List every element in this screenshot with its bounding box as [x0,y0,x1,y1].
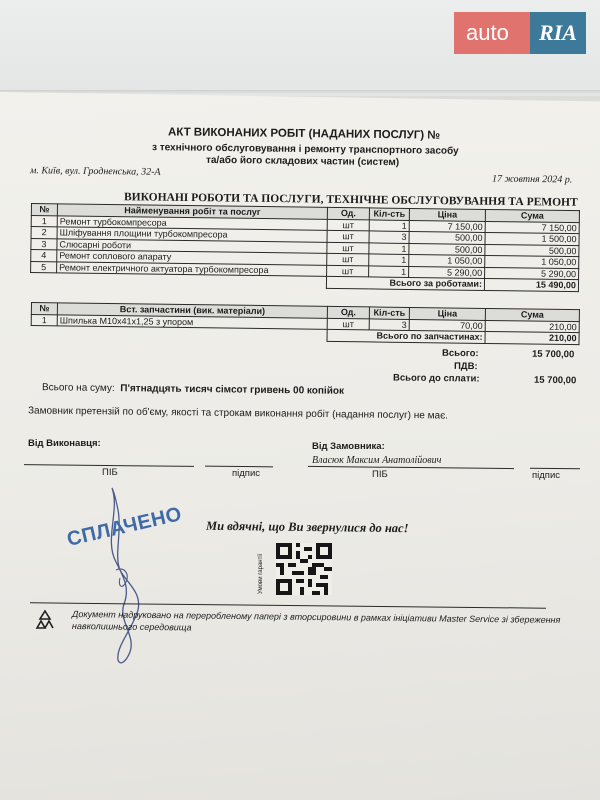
row-number: 5 [31,261,57,273]
total-all-label: Всього: [441,347,479,360]
row-price: 1 050,00 [409,254,485,266]
executor-label: Від Виконавця: [28,438,101,449]
recycle-icon [33,608,57,632]
row-price: 500,00 [409,243,485,255]
total-pay-value: 15 700,00 [533,374,577,387]
row-unit: шт [327,219,369,231]
row-sum: 1 500,00 [485,232,579,245]
row-unit: шт [327,265,369,277]
address: м. Київ, вул. Гродненська, 32-А [29,165,161,178]
row-number: 1 [31,215,57,227]
row-unit: шт [327,242,369,254]
executor-pib-caption: ПІБ [102,467,118,478]
col-sum: Сума [485,308,579,321]
row-qty: 1 [369,219,409,231]
row-qty: 1 [369,242,409,254]
col-name: Вст. запчастини (вик. матеріали) [57,303,327,318]
qr-caption: Умови гарантії [258,553,264,594]
document-date: 17 жовтня 2024 р. [491,173,573,186]
col-number: № [31,303,57,315]
row-unit: шт [327,318,369,330]
row-name: Шпилька М10х41х1,25 з упором [57,314,327,329]
col-name: Найменування робіт та послуг [57,204,327,219]
row-number: 1 [31,314,57,326]
works-total-value: 15 490,00 [484,278,578,291]
row-qty: 3 [369,231,409,243]
customer-pib-caption: ПІБ [372,469,388,480]
row-price: 500,00 [409,231,485,243]
row-sum: 210,00 [485,320,579,333]
row-sum: 1 050,00 [485,255,579,268]
row-number: 3 [31,238,57,250]
total-pay-label: Всього до сплати: [392,372,480,385]
customer-name-line [308,466,514,469]
row-unit: шт [327,230,369,242]
row-qty: 1 [369,265,409,277]
document-subtitle-1: з технічного обслуговування і ремонту транспортного засобу [151,142,459,157]
col-price: Ціна [409,307,485,319]
handwritten-signature [90,470,180,670]
row-sum: 7 150,00 [485,221,579,234]
vat-label: ПДВ: [453,360,478,373]
sum-in-words [42,382,344,397]
col-unit: Од. [327,306,369,318]
footer-note: Документ надруковано на переробленому папері з вторсировини в рамках ініціативи Master Service зі збереження навколишнього середовища [71,609,561,633]
works-table [30,203,580,292]
col-price: Ціна [409,208,485,220]
row-name: Слюсарні роботи [57,238,327,253]
works-total-label: Всього за роботами: [326,276,484,290]
customer-label: Від Замовника: [312,441,385,452]
claims-statement: Замовник претензій по об'єму, якості та строкам виконання робіт (надання послуг) не має. [27,405,449,422]
total-all-value: 15 700,00 [531,348,575,361]
row-unit: шт [327,253,369,265]
parts-total-value: 210,00 [485,331,579,344]
document-title: АКТ ВИКОНАНИХ РОБІТ (НАДАНИХ ПОСЛУГ) № [167,126,441,142]
sum-words-value: П'ятнадцять тисяч сімсот гривень 00 копійок [120,383,345,397]
row-price: 7 150,00 [409,220,485,232]
row-name: Ремонт турбокомпресора [57,215,327,230]
col-qty: Кіл-сть [369,208,409,220]
col-qty: Кіл-сть [369,307,409,319]
row-price: 5 290,00 [409,266,485,278]
col-number: № [31,204,57,216]
paid-stamp: СПЛАЧЕНО [64,503,185,551]
customer-name: Власюк Максим Анатолійович [312,455,442,466]
watermark-ria: RIA [530,12,586,54]
parts-table [31,302,580,345]
warranty-qr-code [276,543,332,595]
customer-sign-caption: підпис [532,470,560,481]
row-qty: 3 [369,318,409,330]
thanks-message: Ми вдячні, що Ви звернулися до нас! [205,518,409,536]
row-qty: 1 [369,254,409,266]
executor-sign-caption: підпис [232,468,260,479]
col-sum: Сума [485,209,579,222]
row-price: 70,00 [409,319,485,331]
row-name: Ремонт електричного актуатора турбокомпресора [57,261,327,276]
document-subtitle-2: та/або його складових частин (систем) [205,154,400,169]
col-unit: Од. [327,207,369,219]
row-name: Ремонт соплового апарату [57,250,327,265]
works-section-title: ВИКОНАНІ РОБОТИ ТА ПОСЛУГИ, ТЕХНІЧНЕ ОБСЛУГОВУВАННЯ ТА РЕМОНТ [123,191,578,209]
row-number: 2 [31,227,57,239]
watermark-auto: auto [454,12,530,54]
parts-total-label: Всього по запчастинах: [327,329,485,343]
row-sum: 500,00 [485,244,579,257]
row-name: Шліфування площини турбокомпресора [57,227,327,242]
row-number: 4 [31,250,57,262]
row-sum: 5 290,00 [485,267,579,280]
sum-words-label: Всього на суму: [41,382,115,395]
